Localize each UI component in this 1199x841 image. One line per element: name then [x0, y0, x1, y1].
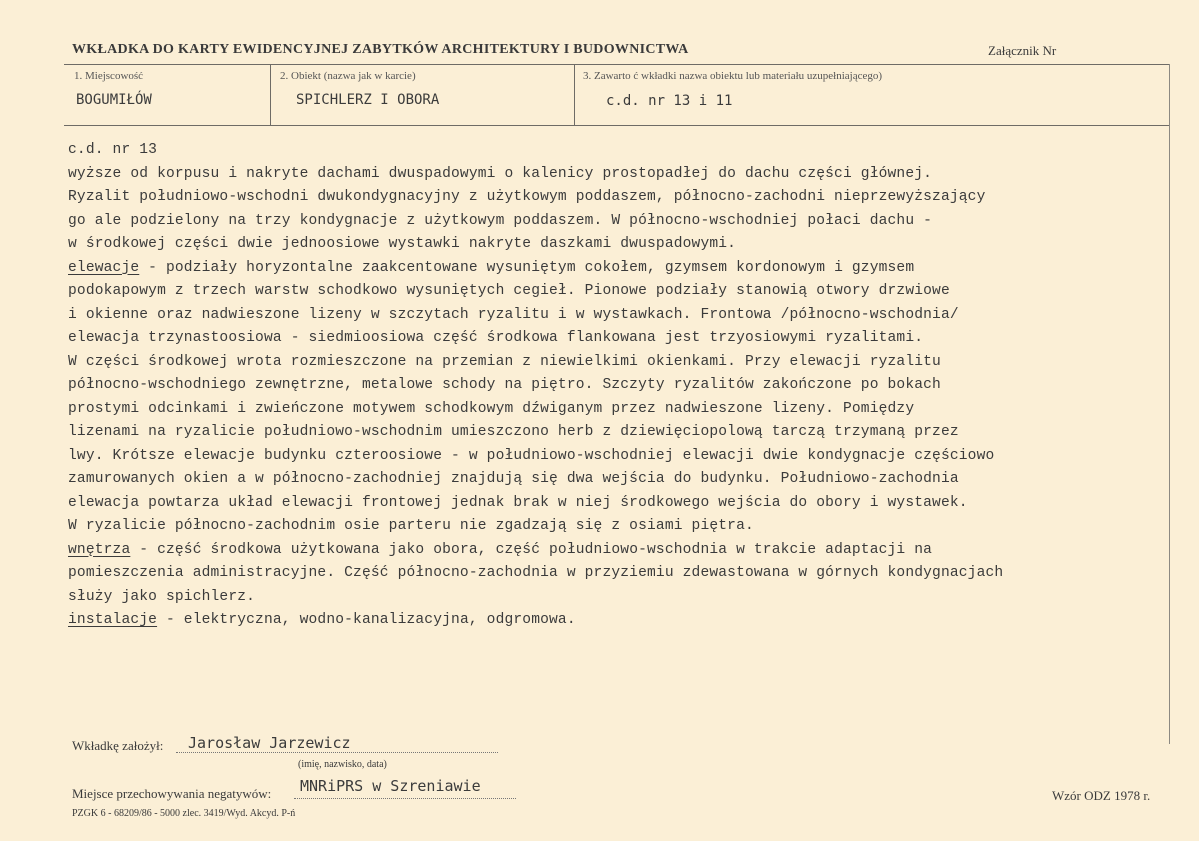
body-line — [68, 260, 914, 276]
body-line-lead: elewacje — [68, 259, 140, 276]
body-line — [68, 589, 255, 605]
body-line-text: prostymi odcinkami i zwieńczone motywem schodkowym dźwiganym przez nadwieszone lizeny. Pomiędzy — [68, 400, 915, 417]
object-label: 2. Obiekt (nazwa jak w karcie) — [280, 70, 416, 82]
body-line-text: - podziały horyzontalne zaakcentowane wysuniętym cokołem, gzymsem kordonowym i gzymsem — [139, 259, 915, 276]
body-line-text: W ryzalicie północno-zachodnim osie parteru nie zgadzają się z osiami piętra. — [68, 518, 754, 534]
object-value: SPICHLERZ I OBORA — [296, 92, 440, 108]
storage-value: MNRiPRS w Szreniawie — [300, 777, 481, 795]
body-line-lead: instalacje — [68, 612, 158, 628]
body-line-text: zamurowanych okien a w północno-zachodniej znajdują się dwa wejścia do budynku. Południowo-zachodnia — [68, 471, 959, 487]
body-line — [68, 424, 959, 440]
form-version: Wzór ODZ 1978 r. — [1052, 788, 1151, 803]
body-line-text: go ale podzielony na trzy kondygnacje z użytkowym poddaszem. W północno-wschodniej połaci dachu - — [68, 212, 933, 229]
created-by-hint: (imię, nazwisko, data) — [298, 759, 387, 770]
body-line-text: wyższe od korpusu i nakryte dachami dwuspadowymi o kalenicy prostopadłej do dachu części głównej. — [68, 165, 933, 182]
body-line — [68, 283, 950, 299]
body-line — [68, 213, 932, 229]
body-line — [68, 495, 968, 511]
body-line — [68, 518, 754, 534]
contents-label: 3. Zawarto ć wkładki nazwa obiektu lub materiału uzupełniającego) — [583, 70, 883, 82]
body-line-text: elewacja powtarza układ elewacji frontowej jednak brak w niej środkowego wejścia do obory i wystawek. — [68, 494, 968, 511]
page-right-edge — [1169, 64, 1170, 744]
body-line — [68, 189, 986, 205]
body-line-text: elewacja trzynastoosiowa - siedmioosiowa część środkowa flankowana jest trzyosiowymi ryzalitami. — [68, 330, 924, 346]
body-line-text: lizenami na ryzalicie południowo-wschodnim umieszczono herb z dziewięciopolową tarczą trzymaną przez — [68, 424, 959, 440]
storage-label: Miejsce przechowywania negatywów: — [72, 786, 272, 801]
created-by-label: Wkładkę założył: — [72, 738, 164, 753]
print-info: PZGK 6 - 68209/86 - 5000 zlec. 3419/Wyd. Akcyd. P-ń — [72, 808, 296, 819]
contents-value: c.d. nr 13 i 11 — [606, 93, 733, 109]
body-line — [68, 542, 932, 558]
storage-dotline — [294, 798, 516, 799]
body-line — [68, 401, 914, 417]
body-line-text: W części środkowej wrota rozmieszczone na przemian z niewielkimi okienkami. Przy elewacji ryzalitu — [68, 353, 941, 370]
locality-value: BOGUMIŁÓW — [76, 92, 152, 108]
body-line-text: - część środkowa użytkowana jako obora, część południowo-wschodnia w trakcie adaptacji na — [130, 541, 933, 558]
body-line — [68, 565, 1003, 581]
body-line — [68, 471, 959, 487]
body-line-text: służy jako spichlerz. — [68, 588, 256, 605]
body-line — [68, 330, 923, 346]
body-line — [68, 377, 941, 393]
body-line — [68, 354, 941, 370]
created-by-dotline — [176, 752, 498, 753]
created-by-value: Jarosław Jarzewicz — [188, 734, 351, 752]
body-line — [68, 612, 576, 628]
field-divider-2 — [574, 64, 575, 126]
body-line — [68, 236, 736, 252]
form-title: WKŁADKA DO KARTY EWIDENCYJNEJ ZABYTKÓW ARCHITEKTURY I BUDOWNICTWA — [72, 42, 689, 57]
body-line-text: - elektryczna, wodno-kanalizacyjna, odgromowa. — [157, 612, 576, 628]
body-line-lead: wnętrza — [68, 541, 131, 558]
locality-label: 1. Miejscowość — [74, 70, 144, 82]
header-rule-top — [64, 64, 1170, 65]
body-line-text: pomieszczenia administracyjne. Część północno-zachodnia w przyziemiu zdewastowana w górnych kondygnacjach — [68, 565, 1004, 581]
field-divider-1 — [270, 64, 271, 126]
body-line-text: i okienne oraz nadwieszone lizeny w szczytach ryzalitu i w wystawkach. Frontowa /północno-wschodnia/ — [68, 306, 959, 323]
body-line-text: lwy. Krótsze elewacje budynku czteroosiowe - w południowo-wschodniej elewacji dwie kondygnacje częściowo — [68, 447, 995, 464]
body-line-text: podokapowym z trzech warstw schodkowo wysuniętych cegieł. Pionowe podziały stanowią otwory drzwiowe — [68, 283, 950, 299]
body-line-text: c.d. nr 13 — [68, 142, 158, 158]
body-line — [68, 448, 994, 464]
body-line — [68, 166, 932, 182]
header-rule-bottom — [64, 125, 1170, 126]
body-line-text: w środkowej części dwie jednoosiowe wystawki nakryte daszkami dwuspadowymi. — [68, 236, 737, 252]
body-line-text: północno-wschodniego zewnętrzne, metalowe schody na piętro. Szczyty ryzalitów zakończone po bokach — [68, 377, 941, 393]
body-line — [68, 142, 157, 158]
body-line — [68, 307, 959, 323]
body-line-text: Ryzalit południowo-wschodni dwukondygnacyjny z użytkowym poddaszem, północno-zachodni nieprzewyższający — [68, 189, 986, 205]
attachment-number-label: Załącznik Nr — [988, 43, 1057, 58]
